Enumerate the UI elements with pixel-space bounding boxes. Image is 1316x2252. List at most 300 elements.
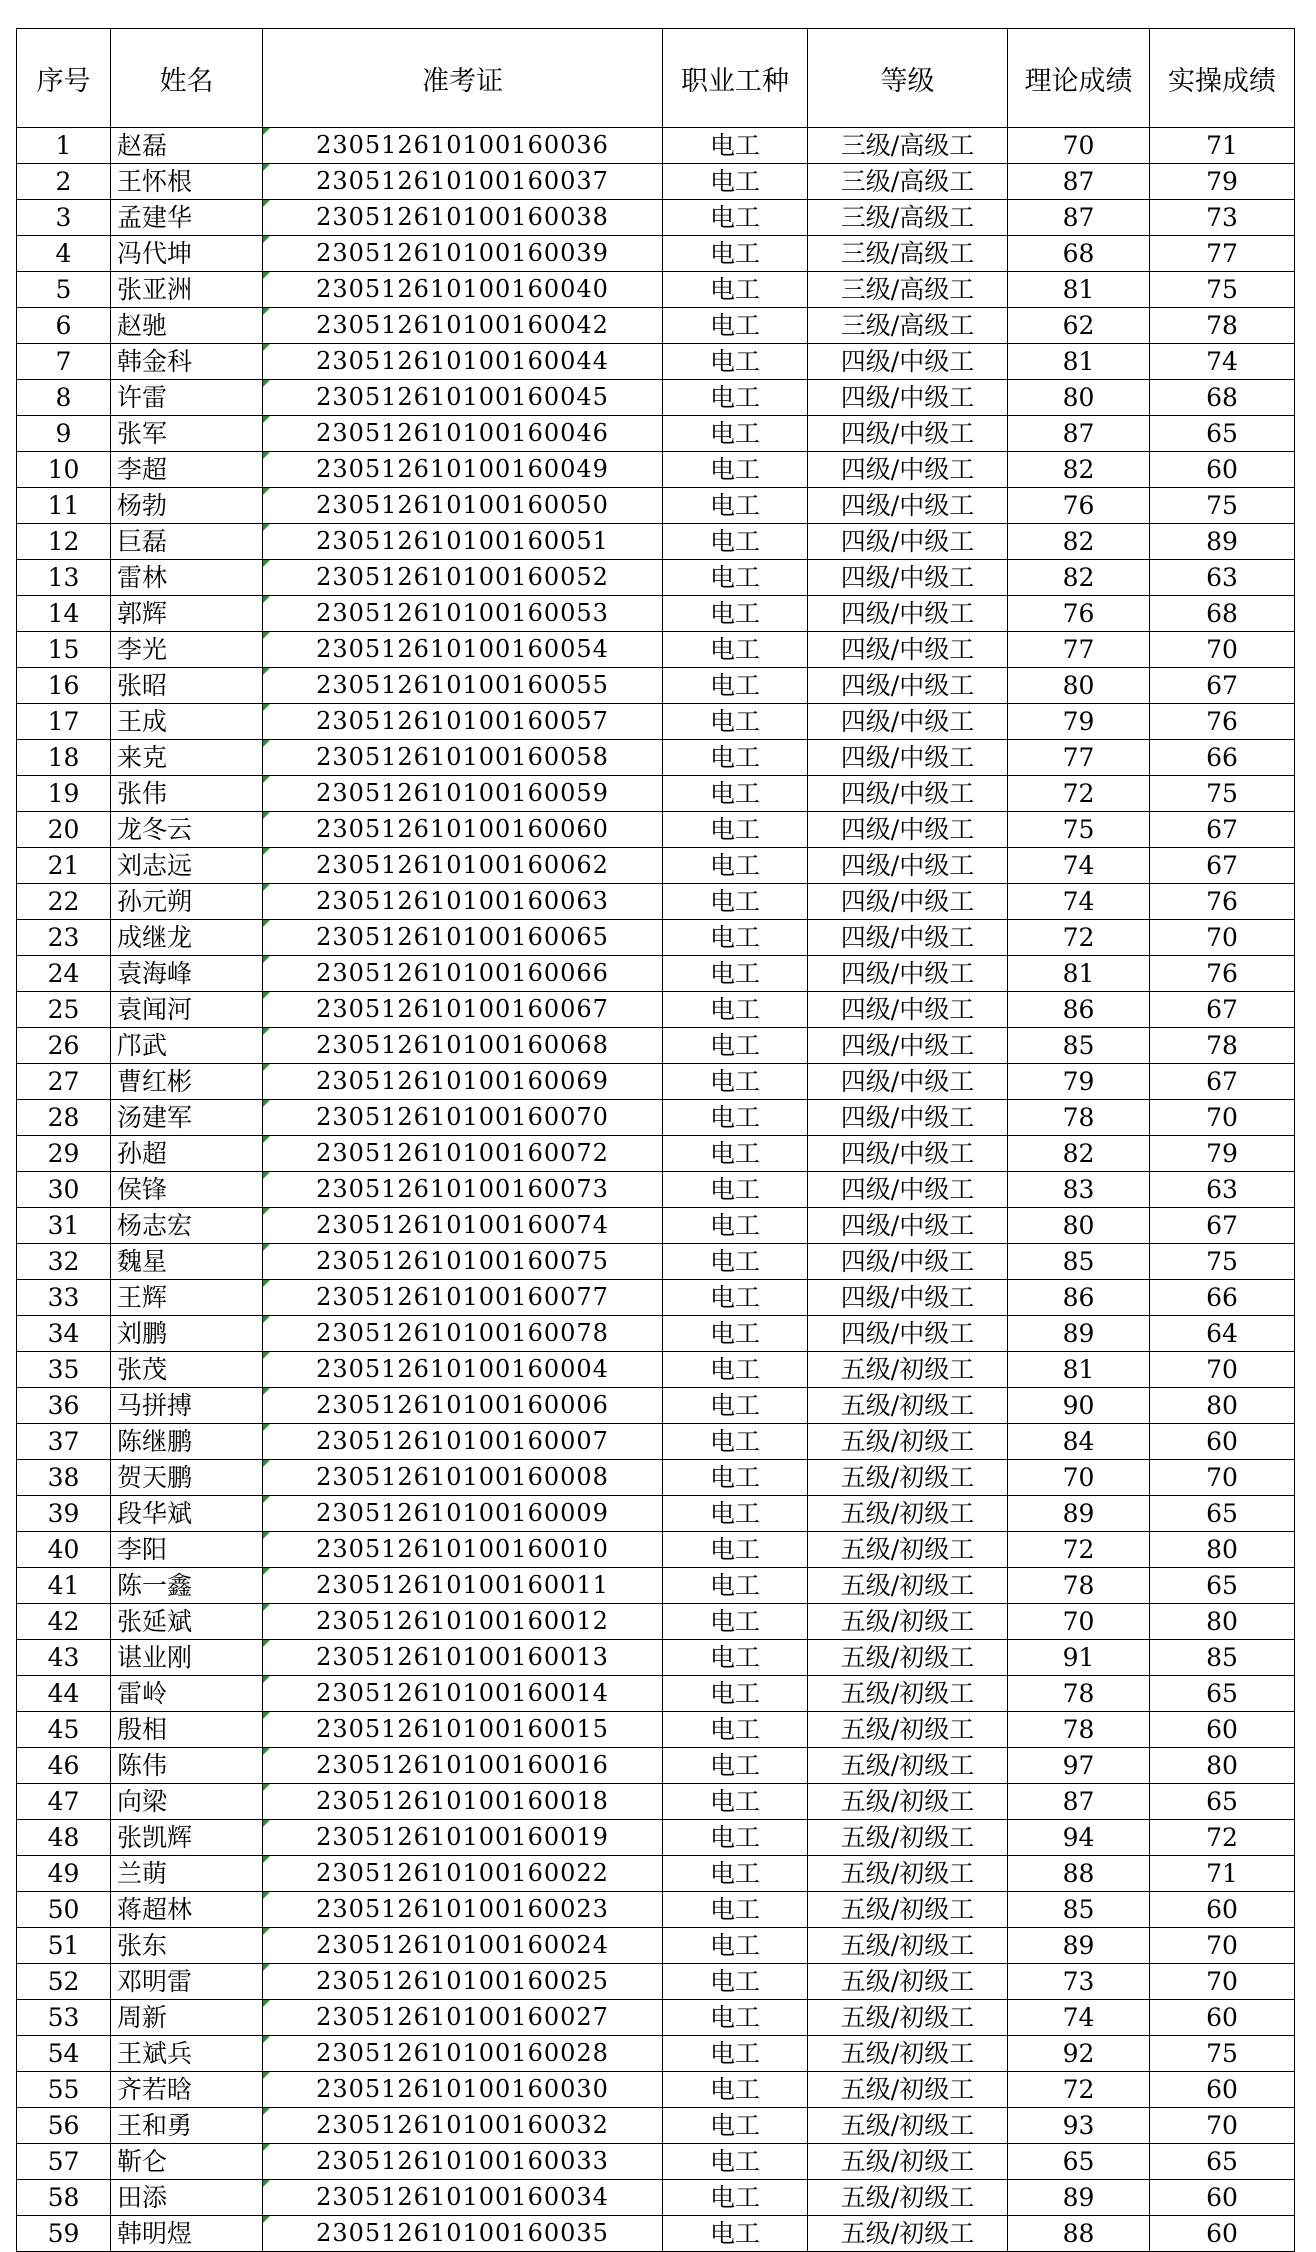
cell-ticket <box>263 1604 663 1640</box>
ticket-number: 230512610100160024 <box>316 1931 609 1959</box>
text-number-indicator-icon <box>263 1280 270 1287</box>
ticket-number: 230512610100160022 <box>316 1859 609 1887</box>
ticket-number: 230512610100160059 <box>316 779 609 807</box>
text-number-indicator-icon <box>263 848 270 855</box>
ticket-number: 230512610100160053 <box>316 599 609 627</box>
cell-ticket <box>263 920 663 956</box>
cell-ticket <box>263 992 663 1028</box>
cell-index: 58 <box>17 2180 111 2216</box>
cell-occupation: 电工 <box>663 704 808 740</box>
cell-ticket <box>263 1964 663 2000</box>
cell-ticket <box>263 344 663 380</box>
ticket-number: 230512610100160074 <box>316 1211 609 1239</box>
cell-level: 五级/初级工 <box>808 1568 1008 1604</box>
table-row <box>17 560 1295 596</box>
text-number-indicator-icon <box>263 416 270 423</box>
text-number-indicator-icon <box>263 740 270 747</box>
cell-index: 56 <box>17 2108 111 2144</box>
text-number-indicator-icon <box>263 1856 270 1863</box>
text-number-indicator-icon <box>263 2108 270 2115</box>
text-number-indicator-icon <box>263 1208 270 1215</box>
cell-occupation: 电工 <box>663 1784 808 1820</box>
cell-theory-score: 78 <box>1008 1712 1150 1748</box>
cell-name: 王辉 <box>111 1280 263 1316</box>
table-row <box>17 2216 1295 2252</box>
cell-name: 张昭 <box>111 668 263 704</box>
cell-index: 44 <box>17 1676 111 1712</box>
ticket-number: 230512610100160037 <box>316 167 609 195</box>
table-row <box>17 1748 1295 1784</box>
cell-index: 21 <box>17 848 111 884</box>
table-row <box>17 236 1295 272</box>
cell-index: 14 <box>17 596 111 632</box>
ticket-number: 230512610100160046 <box>316 419 609 447</box>
cell-level: 四级/中级工 <box>808 812 1008 848</box>
cell-practical-score: 70 <box>1150 1928 1295 1964</box>
cell-theory-score: 65 <box>1008 2144 1150 2180</box>
cell-theory-score: 85 <box>1008 1892 1150 1928</box>
ticket-number: 230512610100160007 <box>316 1427 609 1455</box>
ticket-number: 230512610100160027 <box>316 2003 609 2031</box>
table-row <box>17 308 1295 344</box>
table-row <box>17 1424 1295 1460</box>
cell-theory-score: 78 <box>1008 1568 1150 1604</box>
cell-index: 20 <box>17 812 111 848</box>
cell-ticket <box>263 1892 663 1928</box>
ticket-number: 230512610100160078 <box>316 1319 609 1347</box>
cell-theory-score: 70 <box>1008 1460 1150 1496</box>
text-number-indicator-icon <box>263 1748 270 1755</box>
ticket-number: 230512610100160013 <box>316 1643 609 1671</box>
cell-ticket <box>263 1388 663 1424</box>
cell-ticket <box>263 308 663 344</box>
cell-name: 张延斌 <box>111 1604 263 1640</box>
cell-theory-score: 80 <box>1008 1208 1150 1244</box>
cell-theory-score: 93 <box>1008 2108 1150 2144</box>
table-row <box>17 1172 1295 1208</box>
cell-index: 13 <box>17 560 111 596</box>
cell-name: 张伟 <box>111 776 263 812</box>
cell-index: 37 <box>17 1424 111 1460</box>
cell-theory-score: 74 <box>1008 2000 1150 2036</box>
cell-index: 24 <box>17 956 111 992</box>
cell-practical-score: 70 <box>1150 920 1295 956</box>
cell-ticket <box>263 1784 663 1820</box>
text-number-indicator-icon <box>263 1136 270 1143</box>
cell-ticket <box>263 848 663 884</box>
cell-ticket <box>263 272 663 308</box>
cell-occupation: 电工 <box>663 740 808 776</box>
table-row <box>17 2036 1295 2072</box>
cell-index: 5 <box>17 272 111 308</box>
cell-index: 38 <box>17 1460 111 1496</box>
cell-level: 四级/中级工 <box>808 452 1008 488</box>
cell-practical-score: 75 <box>1150 488 1295 524</box>
cell-level: 五级/初级工 <box>808 2036 1008 2072</box>
col-header-level: 等级 <box>808 29 1008 128</box>
cell-ticket <box>263 668 663 704</box>
cell-ticket <box>263 632 663 668</box>
cell-theory-score: 78 <box>1008 1676 1150 1712</box>
cell-level: 五级/初级工 <box>808 1892 1008 1928</box>
cell-level: 五级/初级工 <box>808 2216 1008 2252</box>
cell-theory-score: 81 <box>1008 272 1150 308</box>
ticket-number: 230512610100160034 <box>316 2183 609 2211</box>
cell-occupation: 电工 <box>663 2036 808 2072</box>
cell-ticket <box>263 236 663 272</box>
text-number-indicator-icon <box>263 632 270 639</box>
text-number-indicator-icon <box>263 2216 270 2223</box>
cell-name: 张东 <box>111 1928 263 1964</box>
cell-ticket <box>263 416 663 452</box>
cell-index: 53 <box>17 2000 111 2036</box>
table-row <box>17 164 1295 200</box>
cell-level: 四级/中级工 <box>808 1244 1008 1280</box>
ticket-number: 230512610100160025 <box>316 1967 609 1995</box>
cell-name: 马拼搏 <box>111 1388 263 1424</box>
cell-occupation: 电工 <box>663 308 808 344</box>
cell-ticket <box>263 1244 663 1280</box>
cell-practical-score: 78 <box>1150 1028 1295 1064</box>
cell-level: 四级/中级工 <box>808 992 1008 1028</box>
table-row <box>17 1388 1295 1424</box>
cell-index: 26 <box>17 1028 111 1064</box>
cell-ticket <box>263 524 663 560</box>
cell-theory-score: 72 <box>1008 1532 1150 1568</box>
col-header-occupation: 职业工种 <box>663 29 808 128</box>
ticket-number: 230512610100160062 <box>316 851 609 879</box>
cell-occupation: 电工 <box>663 1460 808 1496</box>
cell-practical-score: 66 <box>1150 740 1295 776</box>
text-number-indicator-icon <box>263 920 270 927</box>
cell-theory-score: 80 <box>1008 668 1150 704</box>
cell-ticket <box>263 956 663 992</box>
score-table <box>16 28 1295 2252</box>
text-number-indicator-icon <box>263 200 270 207</box>
cell-name: 邓明雷 <box>111 1964 263 2000</box>
cell-theory-score: 81 <box>1008 956 1150 992</box>
text-number-indicator-icon <box>263 272 270 279</box>
cell-name: 侯锋 <box>111 1172 263 1208</box>
cell-theory-score: 79 <box>1008 1064 1150 1100</box>
cell-index: 42 <box>17 1604 111 1640</box>
cell-occupation: 电工 <box>663 2000 808 2036</box>
cell-level: 四级/中级工 <box>808 1172 1008 1208</box>
cell-occupation: 电工 <box>663 560 808 596</box>
cell-occupation: 电工 <box>663 1676 808 1712</box>
cell-practical-score: 80 <box>1150 1532 1295 1568</box>
cell-theory-score: 74 <box>1008 884 1150 920</box>
cell-occupation: 电工 <box>663 920 808 956</box>
ticket-number: 230512610100160016 <box>316 1751 609 1779</box>
table-row <box>17 668 1295 704</box>
cell-name: 殷相 <box>111 1712 263 1748</box>
cell-theory-score: 85 <box>1008 1028 1150 1064</box>
cell-occupation: 电工 <box>663 2144 808 2180</box>
score-sheet <box>16 28 1295 2252</box>
cell-ticket <box>263 1100 663 1136</box>
table-row <box>17 2144 1295 2180</box>
cell-occupation: 电工 <box>663 848 808 884</box>
text-number-indicator-icon <box>263 1172 270 1179</box>
cell-index: 30 <box>17 1172 111 1208</box>
cell-occupation: 电工 <box>663 1388 808 1424</box>
ticket-number: 230512610100160040 <box>316 275 609 303</box>
cell-level: 四级/中级工 <box>808 416 1008 452</box>
cell-theory-score: 73 <box>1008 1964 1150 2000</box>
col-header-name: 姓名 <box>111 29 263 128</box>
cell-name: 袁闻河 <box>111 992 263 1028</box>
cell-occupation: 电工 <box>663 884 808 920</box>
cell-index: 57 <box>17 2144 111 2180</box>
cell-name: 冯代坤 <box>111 236 263 272</box>
ticket-number: 230512610100160038 <box>316 203 609 231</box>
cell-name: 李阳 <box>111 1532 263 1568</box>
cell-level: 四级/中级工 <box>808 1064 1008 1100</box>
cell-level: 四级/中级工 <box>808 524 1008 560</box>
ticket-number: 230512610100160054 <box>316 635 609 663</box>
ticket-number: 230512610100160050 <box>316 491 609 519</box>
table-row <box>17 848 1295 884</box>
cell-level: 五级/初级工 <box>808 1460 1008 1496</box>
cell-occupation: 电工 <box>663 2072 808 2108</box>
ticket-number: 230512610100160044 <box>316 347 609 375</box>
cell-index: 41 <box>17 1568 111 1604</box>
text-number-indicator-icon <box>263 452 270 459</box>
text-number-indicator-icon <box>263 1028 270 1035</box>
cell-index: 19 <box>17 776 111 812</box>
table-row <box>17 1496 1295 1532</box>
cell-practical-score: 72 <box>1150 1820 1295 1856</box>
table-row <box>17 1280 1295 1316</box>
cell-practical-score: 76 <box>1150 704 1295 740</box>
cell-occupation: 电工 <box>663 452 808 488</box>
cell-occupation: 电工 <box>663 992 808 1028</box>
cell-theory-score: 86 <box>1008 1280 1150 1316</box>
cell-practical-score: 65 <box>1150 1676 1295 1712</box>
cell-level: 四级/中级工 <box>808 956 1008 992</box>
cell-ticket <box>263 740 663 776</box>
table-row <box>17 380 1295 416</box>
cell-practical-score: 73 <box>1150 200 1295 236</box>
text-number-indicator-icon <box>263 2000 270 2007</box>
cell-practical-score: 80 <box>1150 1748 1295 1784</box>
cell-index: 36 <box>17 1388 111 1424</box>
cell-name: 向梁 <box>111 1784 263 1820</box>
cell-practical-score: 70 <box>1150 1964 1295 2000</box>
cell-level: 五级/初级工 <box>808 2108 1008 2144</box>
text-number-indicator-icon <box>263 488 270 495</box>
table-row <box>17 812 1295 848</box>
cell-ticket <box>263 1496 663 1532</box>
table-row <box>17 1064 1295 1100</box>
cell-name: 靳仑 <box>111 2144 263 2180</box>
cell-theory-score: 79 <box>1008 704 1150 740</box>
cell-index: 35 <box>17 1352 111 1388</box>
cell-ticket <box>263 1532 663 1568</box>
cell-level: 五级/初级工 <box>808 1748 1008 1784</box>
cell-name: 谌业刚 <box>111 1640 263 1676</box>
cell-occupation: 电工 <box>663 956 808 992</box>
cell-occupation: 电工 <box>663 1316 808 1352</box>
cell-occupation: 电工 <box>663 1604 808 1640</box>
text-number-indicator-icon <box>263 1568 270 1575</box>
cell-level: 五级/初级工 <box>808 2144 1008 2180</box>
cell-occupation: 电工 <box>663 1496 808 1532</box>
cell-name: 雷岭 <box>111 1676 263 1712</box>
ticket-number: 230512610100160075 <box>316 1247 609 1275</box>
cell-level: 五级/初级工 <box>808 1604 1008 1640</box>
cell-name: 贺天鹏 <box>111 1460 263 1496</box>
cell-theory-score: 82 <box>1008 1136 1150 1172</box>
text-number-indicator-icon <box>263 380 270 387</box>
cell-practical-score: 76 <box>1150 956 1295 992</box>
text-number-indicator-icon <box>263 1460 270 1467</box>
cell-index: 39 <box>17 1496 111 1532</box>
cell-practical-score: 68 <box>1150 596 1295 632</box>
cell-name: 袁海峰 <box>111 956 263 992</box>
cell-ticket <box>263 1640 663 1676</box>
ticket-number: 230512610100160033 <box>316 2147 609 2175</box>
cell-practical-score: 60 <box>1150 2216 1295 2252</box>
ticket-number: 230512610100160067 <box>316 995 609 1023</box>
cell-ticket <box>263 200 663 236</box>
cell-name: 孙元朔 <box>111 884 263 920</box>
table-row <box>17 920 1295 956</box>
cell-name: 李光 <box>111 632 263 668</box>
table-row <box>17 1352 1295 1388</box>
header-row <box>17 29 1295 128</box>
cell-ticket <box>263 2216 663 2252</box>
cell-index: 33 <box>17 1280 111 1316</box>
cell-index: 40 <box>17 1532 111 1568</box>
ticket-number: 230512610100160006 <box>316 1391 609 1419</box>
cell-occupation: 电工 <box>663 1928 808 1964</box>
cell-name: 赵驰 <box>111 308 263 344</box>
table-row <box>17 632 1295 668</box>
table-row <box>17 1892 1295 1928</box>
cell-ticket <box>263 884 663 920</box>
cell-theory-score: 83 <box>1008 1172 1150 1208</box>
cell-practical-score: 80 <box>1150 1388 1295 1424</box>
cell-index: 43 <box>17 1640 111 1676</box>
table-row <box>17 1784 1295 1820</box>
cell-index: 29 <box>17 1136 111 1172</box>
table-row <box>17 128 1295 164</box>
cell-level: 五级/初级工 <box>808 1532 1008 1568</box>
cell-occupation: 电工 <box>663 632 808 668</box>
table-row <box>17 272 1295 308</box>
text-number-indicator-icon <box>263 524 270 531</box>
ticket-number: 230512610100160039 <box>316 239 609 267</box>
cell-theory-score: 89 <box>1008 2180 1150 2216</box>
table-row <box>17 1028 1295 1064</box>
cell-practical-score: 67 <box>1150 848 1295 884</box>
ticket-number: 230512610100160063 <box>316 887 609 915</box>
text-number-indicator-icon <box>263 596 270 603</box>
table-row <box>17 740 1295 776</box>
table-row <box>17 1460 1295 1496</box>
table-row <box>17 1640 1295 1676</box>
cell-level: 五级/初级工 <box>808 1640 1008 1676</box>
cell-ticket <box>263 704 663 740</box>
cell-level: 四级/中级工 <box>808 488 1008 524</box>
cell-level: 四级/中级工 <box>808 1316 1008 1352</box>
cell-name: 杨勃 <box>111 488 263 524</box>
cell-ticket <box>263 1820 663 1856</box>
cell-index: 52 <box>17 1964 111 2000</box>
cell-index: 23 <box>17 920 111 956</box>
cell-practical-score: 65 <box>1150 1784 1295 1820</box>
cell-occupation: 电工 <box>663 1280 808 1316</box>
ticket-number: 230512610100160057 <box>316 707 609 735</box>
table-row <box>17 1244 1295 1280</box>
cell-name: 孙超 <box>111 1136 263 1172</box>
cell-theory-score: 82 <box>1008 452 1150 488</box>
cell-level: 五级/初级工 <box>808 2000 1008 2036</box>
cell-theory-score: 92 <box>1008 2036 1150 2072</box>
cell-index: 9 <box>17 416 111 452</box>
text-number-indicator-icon <box>263 1820 270 1827</box>
ticket-number: 230512610100160030 <box>316 2075 609 2103</box>
cell-index: 1 <box>17 128 111 164</box>
cell-practical-score: 60 <box>1150 2180 1295 2216</box>
ticket-number: 230512610100160011 <box>316 1571 609 1599</box>
cell-index: 3 <box>17 200 111 236</box>
cell-ticket <box>263 1712 663 1748</box>
cell-practical-score: 77 <box>1150 236 1295 272</box>
cell-theory-score: 86 <box>1008 992 1150 1028</box>
cell-occupation: 电工 <box>663 416 808 452</box>
cell-theory-score: 78 <box>1008 1100 1150 1136</box>
cell-occupation: 电工 <box>663 1820 808 1856</box>
cell-name: 齐若晗 <box>111 2072 263 2108</box>
cell-practical-score: 80 <box>1150 1604 1295 1640</box>
cell-practical-score: 67 <box>1150 992 1295 1028</box>
cell-index: 11 <box>17 488 111 524</box>
table-row <box>17 1316 1295 1352</box>
cell-ticket <box>263 1172 663 1208</box>
cell-name: 韩明煜 <box>111 2216 263 2252</box>
cell-theory-score: 87 <box>1008 200 1150 236</box>
col-header-theory-score: 理论成绩 <box>1008 29 1150 128</box>
cell-occupation: 电工 <box>663 1532 808 1568</box>
text-number-indicator-icon <box>263 1640 270 1647</box>
cell-practical-score: 63 <box>1150 560 1295 596</box>
cell-ticket <box>263 1064 663 1100</box>
cell-name: 王成 <box>111 704 263 740</box>
cell-ticket <box>263 2144 663 2180</box>
cell-level: 五级/初级工 <box>808 1784 1008 1820</box>
cell-theory-score: 77 <box>1008 740 1150 776</box>
cell-practical-score: 70 <box>1150 1460 1295 1496</box>
cell-ticket <box>263 1676 663 1712</box>
cell-occupation: 电工 <box>663 272 808 308</box>
table-row <box>17 2000 1295 2036</box>
cell-name: 刘志远 <box>111 848 263 884</box>
ticket-number: 230512610100160065 <box>316 923 609 951</box>
cell-name: 王怀根 <box>111 164 263 200</box>
cell-practical-score: 70 <box>1150 2108 1295 2144</box>
cell-index: 8 <box>17 380 111 416</box>
cell-practical-score: 75 <box>1150 2036 1295 2072</box>
cell-index: 47 <box>17 1784 111 1820</box>
cell-level: 五级/初级工 <box>808 1388 1008 1424</box>
cell-occupation: 电工 <box>663 1748 808 1784</box>
cell-name: 来克 <box>111 740 263 776</box>
ticket-number: 230512610100160068 <box>316 1031 609 1059</box>
cell-practical-score: 65 <box>1150 1568 1295 1604</box>
